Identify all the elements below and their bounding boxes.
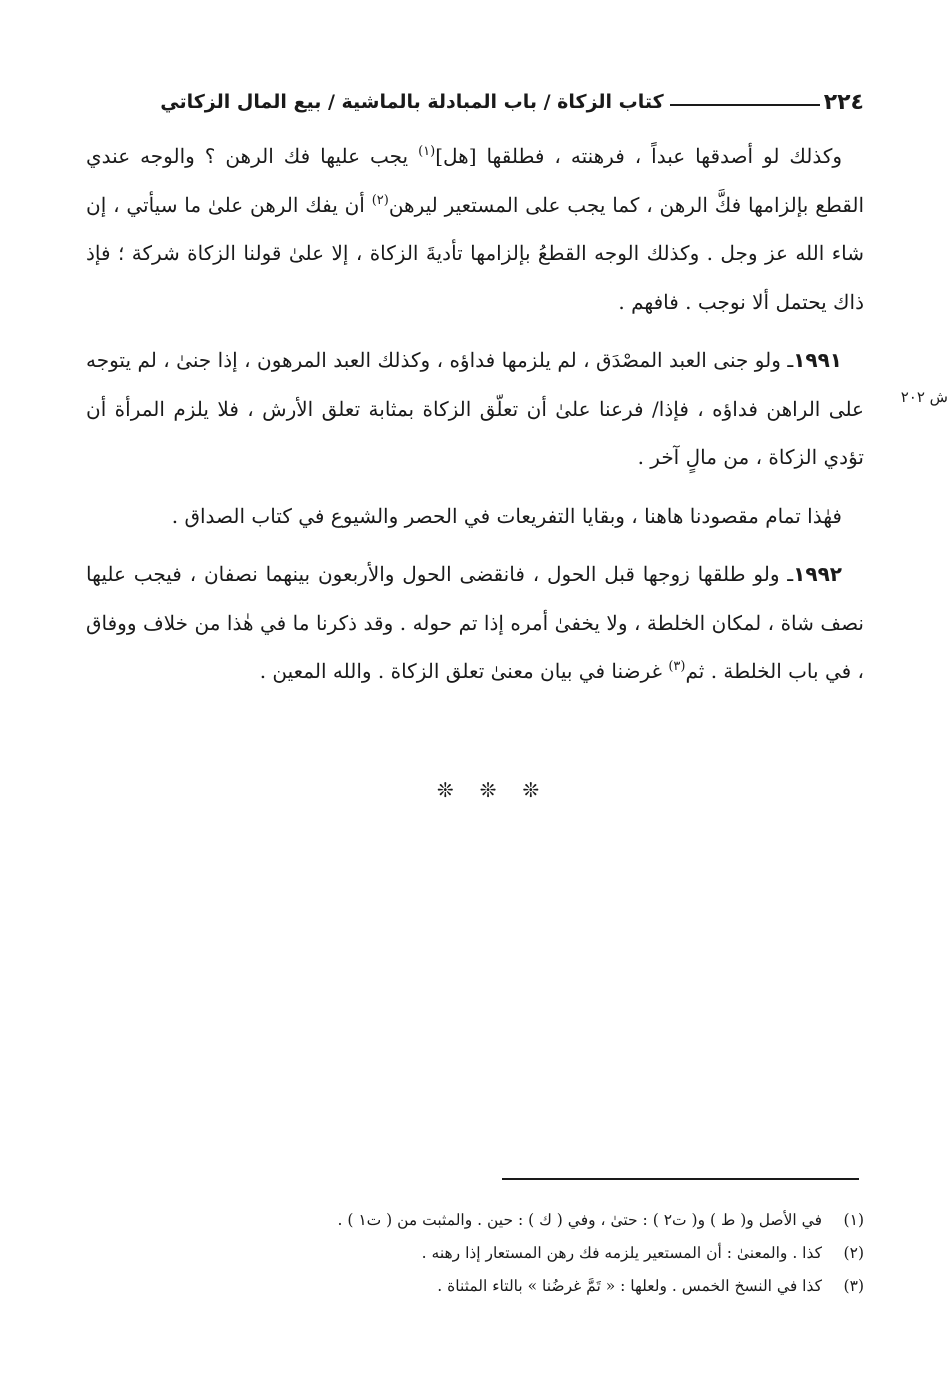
header-rule	[670, 104, 820, 106]
issue-number-1992: ١٩٩٢	[793, 562, 842, 586]
paragraph-conclusion	[86, 492, 864, 541]
paragraph-1991-text: ـ ولو جنى العبد المصْدَق ، لم يلزمها فداؤه ، وكذلك العبد المرهون ، إذا جنىٰ ، لم يتوجه على الراهن فداؤه ، فإذا/ فرعنا علىٰ أن تعلّق الزكاة بمثابة تعلق الأرش ، فلا يلزم المرأة أن تؤدي الزكاة ، من مالٍ آخر .	[86, 348, 864, 469]
paragraph-1-part-b: يجب عليها فك الرهن ؟ والوجه عندي القطع بإلزامها فكَّ الرهن ، كما يجب على المستعير ليرهن	[86, 144, 865, 217]
footnote-ref-2: (٢)	[371, 192, 389, 208]
footnote-3-text: كذا في النسخ الخمس . ولعلها : « تَمَّ غرضُنا » بالتاء المثناة .	[437, 1277, 822, 1295]
issue-number-1991: ١٩٩١	[793, 348, 842, 372]
footnote-1-number: (١)	[843, 1211, 864, 1229]
main-text	[86, 132, 864, 696]
running-title: كتاب الزكاة / باب المبادلة بالماشية / بيع المال الزكاتي	[160, 91, 664, 113]
paragraph-1992-part-a: ـ ولو طلقها زوجها قبل الحول ، فانقضى الحول والأربعون بينهما نصفان ، فيجب عليها نصف شاة ، لمكان الخلطة ، ولا يخفىٰ أمره إذا تم حوله . وقد ذكرنا ما في هٰذا من خلاف ووفاق ، في باب الخلطة . ثم	[86, 562, 864, 683]
page-number: ٢٢٤	[823, 89, 864, 115]
footnote-separator	[502, 1178, 859, 1180]
footnote-1-text: في الأصل و( ط ) و( ت٢ ) : حتىٰ ، وفي ( ك ) : حين . والمثبت من ( ت١ ) .	[337, 1211, 822, 1229]
paragraph-1	[86, 132, 864, 326]
footnotes	[150, 1204, 864, 1303]
footnote-1	[150, 1204, 864, 1237]
footnote-3	[150, 1270, 864, 1303]
paragraph-1-part-a: وكذلك لو أصدقها عبداً ، فرهنته ، فطلقها [هل]	[435, 144, 843, 168]
margin-folio-note: ش ٢٠٢	[900, 388, 948, 406]
footnote-2	[150, 1237, 864, 1270]
section-ornament: ❊❊❊	[436, 778, 566, 802]
running-header	[86, 82, 864, 122]
paragraph-1991	[86, 336, 864, 482]
paragraph-1992	[86, 550, 864, 696]
footnote-ref-1: (١)	[418, 144, 436, 159]
paragraph-1-part-c: أن يفك الرهن علىٰ ما سيأتي ، إن شاء الله عز وجل . وكذلك الوجه القطعُ بإلزامها تأديةَ الزكاة ، إلا علىٰ قولنا الزكاة شركة ؛ فإذ ذاك يحتمل ألا نوجب . فافهم .	[86, 192, 864, 314]
paragraph-conclusion-text: فهٰذا تمام مقصودنا هاهنا ، وبقايا التفريعات في الحصر والشيوع في كتاب الصداق .	[171, 503, 842, 528]
footnote-ref-3: (٣)	[668, 659, 686, 674]
footnote-2-text: كذا . والمعنىٰ : أن المستعير يلزمه فك رهن المستعار إذا رهنه .	[421, 1244, 822, 1262]
paragraph-1992-part-b: غرضنا في بيان معنىٰ تعلق الزكاة . والله المعين .	[259, 659, 669, 683]
footnote-3-number: (٣)	[843, 1277, 864, 1295]
footnote-2-number: (٢)	[843, 1244, 864, 1262]
